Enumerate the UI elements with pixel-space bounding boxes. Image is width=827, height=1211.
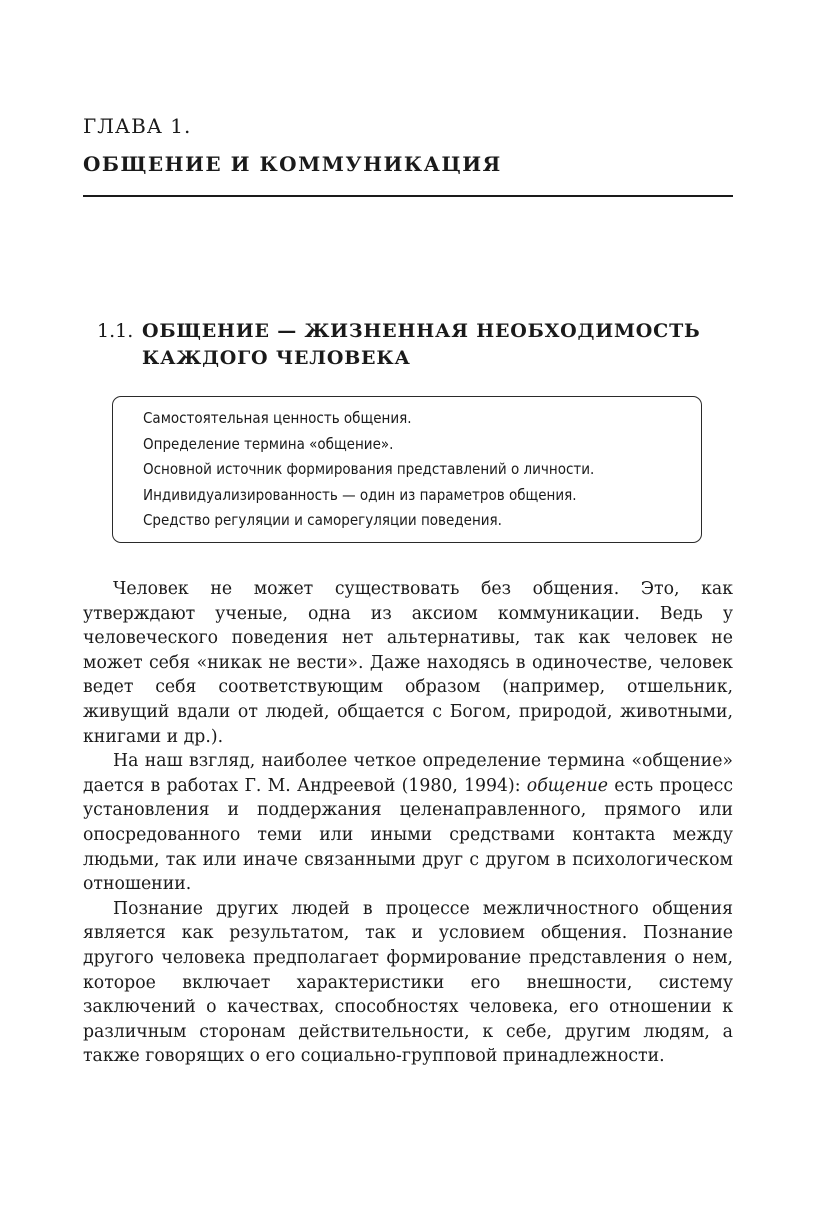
- summary-item: Основной источник формирования представлений о личности.: [143, 460, 595, 478]
- paragraph-1: Человек не может существовать без общения. Это, как утверждают ученые, одна из аксиом коммуникации. Ведь у человеческого поведения нет альтернативы, так как человек не может себя «никак не вести». Даже находясь в одиночестве, человек ведет себя соответствующим образом (например, отшельник, живущий вдали от людей, общается с Богом, природой, животными, книгами и др.).: [83, 579, 733, 747]
- chapter-divider: [83, 195, 733, 197]
- paragraph-2-intro: На наш взгляд, наиболее четкое определение термина «общение» дается в работах Г. М. Андреевой (1980, 1994):: [83, 751, 733, 796]
- summary-item: Средство регуляции и саморегуляции поведения.: [143, 511, 502, 529]
- summary-item: Индивидуализированность — один из параметров общения.: [143, 485, 577, 504]
- chapter-title: ОБЩЕНИЕ И КОММУНИКАЦИЯ: [83, 152, 502, 176]
- paragraph-2: [83, 749, 733, 897]
- summary-item: Определение термина «общение».: [143, 434, 394, 453]
- section-summary-box: [112, 396, 702, 543]
- paragraph-3: Познание других людей в процессе межличностного общения является как результатом, так и условием общения. Познание другого человека предполагает формирование представления о нем, которое включает характеристики его внешности, систему заключений о качествах, способностях человека, его отношении к различным сторонам действительности, к себе, другим людям, а также говорящих о его социально-групповой принадлежности.: [83, 898, 733, 1067]
- chapter-label: ГЛАВА 1.: [83, 114, 192, 138]
- summary-list: [143, 406, 594, 534]
- body-text: [83, 577, 733, 1069]
- section-number: 1.1.: [97, 320, 134, 342]
- section-title: ОБЩЕНИЕ — ЖИЗНЕННАЯ НЕОБХОДИМОСТЬ КАЖДОГО ЧЕЛОВЕКА: [142, 320, 701, 369]
- paragraph-2-definition: есть процесс установления и поддержания целенаправленного, прямого или опосредованного теми или иными средствами контакта между людьми, так или иначе связанными друг с другом в психологическом отношении.: [83, 775, 733, 895]
- defined-term: общение: [526, 775, 609, 796]
- summary-item: Самостоятельная ценность общения.: [143, 409, 412, 427]
- section-heading: [97, 318, 737, 372]
